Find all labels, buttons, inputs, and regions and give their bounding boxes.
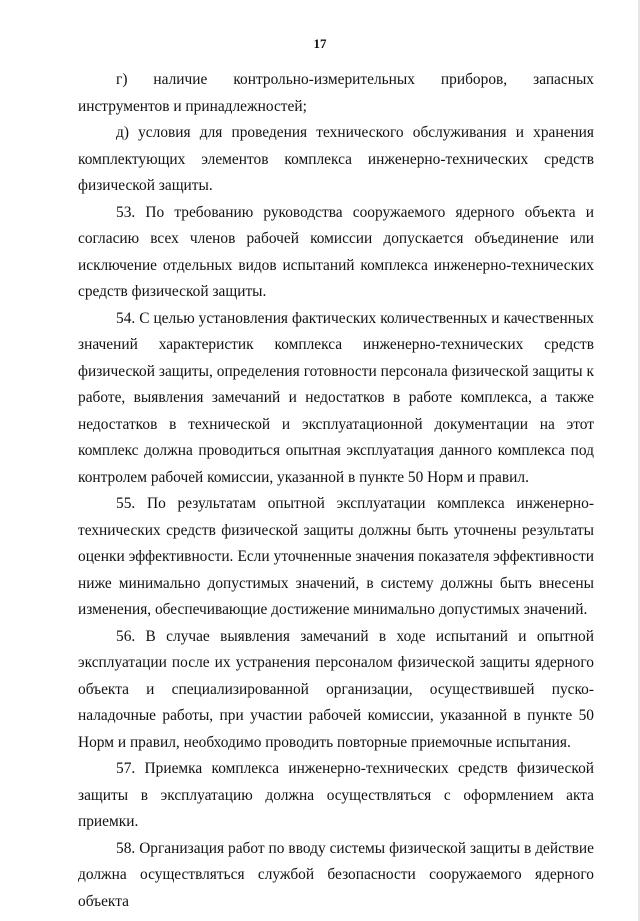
paragraph-56: 56. В случае выявления замечаний в ходе испытаний и опытной эксплуатации после их устранения персоналом физической защиты ядерного объекта и специализированной организации, осуществившей пуско-наладочные работы, при участии рабочей комиссии, указанной в пункте 50 Норм и правил, необходимо проводить повторные приемочные испытания.	[78, 627, 594, 751]
paragraph-55: 55. По результатам опытной эксплуатации комплекса инженерно-технических средств физической защиты должны быть уточнены результаты оценки эффективности. Если уточненные значения показателя эффективности ниже минимально допустимых значений, в систему должны быть внесены изменения, обеспечивающие достижение минимально допустимых значений.	[78, 495, 594, 618]
document-body	[78, 67, 594, 915]
paragraph-54: 54. С целью установления фактических количественных и качественных значений характеристик комплекса инженерно-технических средств физической защиты, определения готовности персонала физической защиты к работе, выявления замечаний и недостатков в работе комплекса, а также недостатков в технической и эксплуатационной документации на этот комплекс должна проводиться опытная эксплуатация данного комплекса под контролем рабочей комиссии, указанной в пункте 50 Норм и правил.	[78, 309, 594, 486]
paragraph-item-d: д) условия для проведения технического обслуживания и хранения комплектующих элементов комплекса инженерно-технических средств физической защиты.	[78, 124, 594, 194]
paragraph-item-g: г) наличие контрольно-измерительных приборов, запасных инструментов и принадлежностей;	[78, 71, 594, 115]
paragraph-58: 58. Организация работ по вводу системы физической защиты в действие должна осуществляться службой безопасности сооружаемого ядерного объекта	[78, 839, 594, 910]
page-number: 17	[313, 36, 327, 51]
paragraph-53: 53. По требованию руководства сооружаемого ядерного объекта и согласию всех членов рабочей комиссии допускается объединение или исключение отдельных видов испытаний комплекса инженерно-технических средств физической защиты.	[78, 203, 594, 300]
paragraph-57: 57. Приемка комплекса инженерно-технических средств физической защиты в эксплуатацию должна осуществляться с оформлением акта приемки.	[78, 760, 594, 830]
